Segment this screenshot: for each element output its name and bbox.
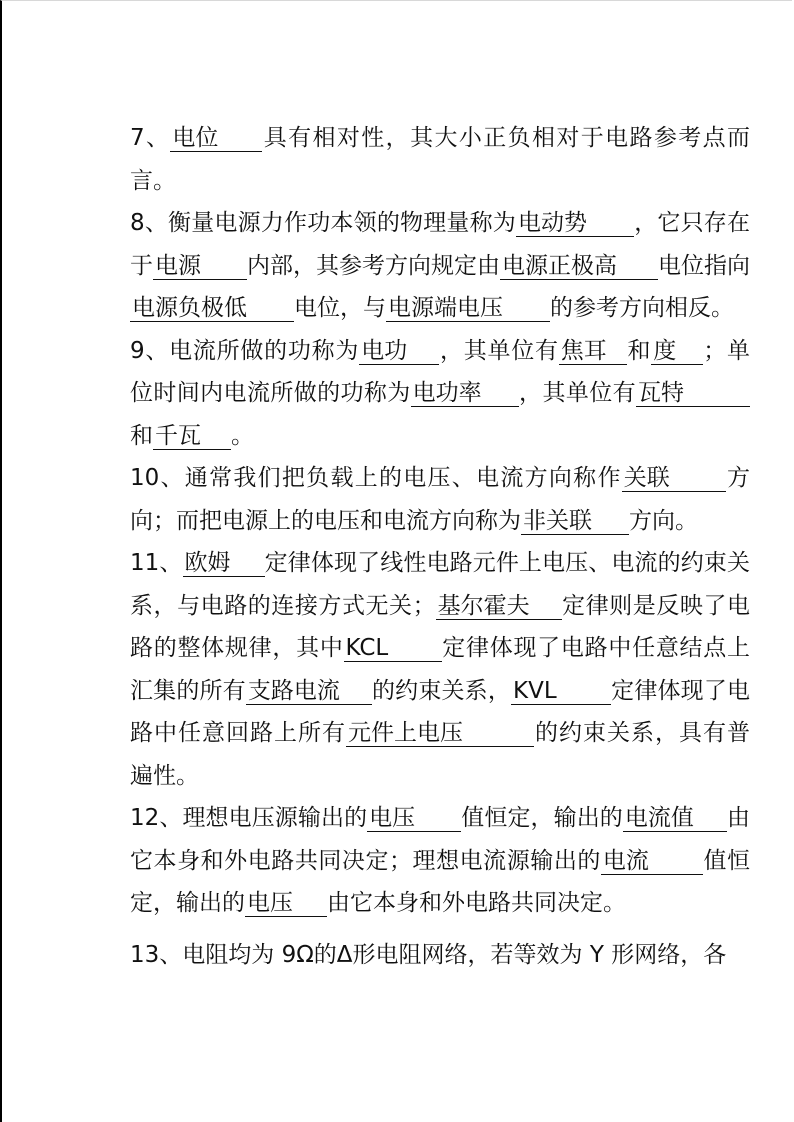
question-text: 电位，与 <box>294 295 386 321</box>
question-text: 和 <box>626 337 652 364</box>
question-text: ，其单位有 <box>518 380 637 406</box>
question-text: 12、理想电压源输出的 <box>130 805 368 831</box>
answer-blank: 电源正极高 <box>500 253 658 280</box>
question-q13 <box>130 934 750 977</box>
answer-blank: 电压 <box>367 805 461 832</box>
question-text: 方向；而把电源上的电压和电流方向称为 <box>130 465 750 534</box>
answer-blank: 电流值 <box>623 805 727 832</box>
question-q11 <box>130 542 750 797</box>
question-text: 定律体现了电路中任意结点上汇集的所有 <box>130 635 751 704</box>
question-text: 10、通常我们把负载上的电压、电流方向称作 <box>130 465 622 491</box>
question-q7 <box>130 117 750 202</box>
answer-blank: 电压 <box>245 890 327 917</box>
answer-blank: KCL <box>344 635 442 662</box>
question-text: 的约束关系，具有普遍性。 <box>130 720 750 789</box>
answer-blank: 电动势 <box>516 210 634 237</box>
question-text: ，它只存在于 <box>130 210 751 279</box>
question-text: 值恒定，输出的 <box>130 847 751 916</box>
question-text: 方向。 <box>629 507 698 534</box>
answer-blank: KVL <box>511 678 611 705</box>
question-text: 8、衡量电源力作功本领的物理量称为 <box>130 210 517 236</box>
question-q12 <box>130 797 750 925</box>
answer-blank: 基尔霍夫 <box>436 593 562 620</box>
question-text: 。 <box>231 422 254 449</box>
answer-blank: 千瓦 <box>153 423 231 450</box>
question-text: 的参考方向相反。 <box>550 295 734 321</box>
question-text: 的约束关系， <box>371 677 512 704</box>
question-text: ；单位时间内电流所做的功称为 <box>130 337 751 406</box>
question-text: 定律体现了线性电路元件上电压、电流的约束关系，与电路的连接方式无关； <box>130 550 750 619</box>
answer-blank: 电源 <box>153 253 247 280</box>
answer-blank: 焦耳 <box>559 338 627 365</box>
question-text: 定律则是反映了电路的整体规律，其中 <box>130 592 751 661</box>
question-text: 电位指向 <box>658 252 750 279</box>
answer-blank: 电功率 <box>411 380 519 407</box>
answer-blank: 非关联 <box>521 508 629 535</box>
question-text: 7、 <box>130 125 171 151</box>
question-text: 具有相对性，其大小正负相对于电路参考点而言。 <box>130 125 751 194</box>
answer-blank: 元件上电压 <box>346 720 534 747</box>
question-q9 <box>130 330 750 458</box>
question-text: 值恒定，输出的 <box>461 805 623 831</box>
answer-blank: 电源端电压 <box>386 295 550 322</box>
question-list <box>130 117 750 976</box>
answer-blank: 欧姆 <box>183 550 265 577</box>
question-text: 13、电阻均为 9Ω的Δ形电阻网络，若等效为 Y 形网络，各 <box>130 941 727 968</box>
answer-blank: 度 <box>651 338 703 365</box>
answer-blank: 电流 <box>601 848 703 875</box>
answer-blank: 关联 <box>622 465 726 492</box>
question-text: 内部，其参考方向规定由 <box>247 252 500 279</box>
question-text: 11、 <box>130 550 183 576</box>
question-text: 由它本身和外电路共同决定。 <box>327 890 626 916</box>
question-text: 定律体现了电路中任意回路上所有 <box>130 677 751 746</box>
question-text: 9、电流所做的功称为 <box>130 337 360 364</box>
question-text: ，其单位有 <box>439 337 559 364</box>
question-q10 <box>130 457 750 542</box>
answer-blank: 支路电流 <box>246 678 372 705</box>
answer-blank: 电位 <box>170 125 262 152</box>
answer-blank: 电功 <box>359 338 439 365</box>
answer-blank: 电源负极低 <box>130 295 294 322</box>
question-q8 <box>130 202 750 330</box>
answer-blank: 瓦特 <box>636 380 750 407</box>
question-text: 由它本身和外电路共同决定；理想电流源输出的 <box>130 805 750 874</box>
question-text: 和 <box>130 422 153 449</box>
